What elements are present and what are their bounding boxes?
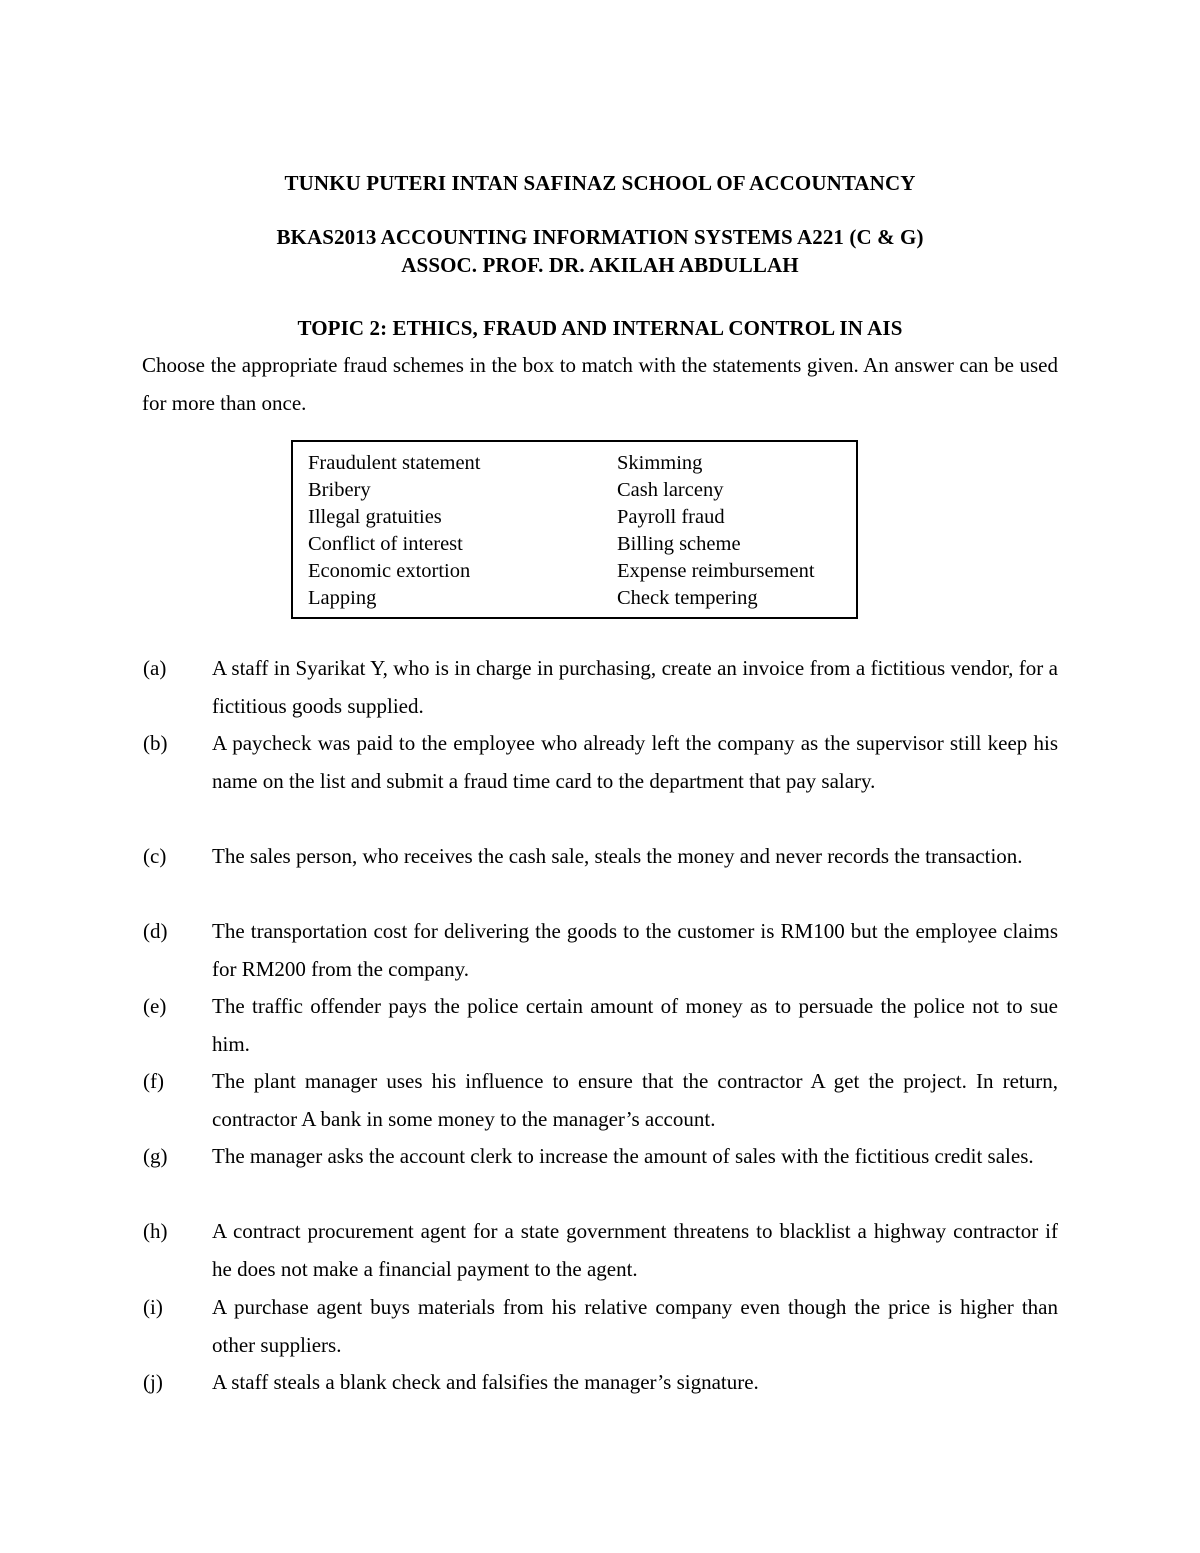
question-text: The plant manager uses his influence to ensure that the contractor A get the project. In return, contractor A bank in some money to the manager’s account. bbox=[212, 1069, 1058, 1131]
box-row bbox=[293, 477, 856, 504]
scheme-left: Economic extortion bbox=[308, 560, 471, 582]
question-text: The sales person, who receives the cash sale, steals the money and never records the transaction. bbox=[212, 844, 1023, 868]
scheme-right: Cash larceny bbox=[617, 479, 724, 501]
box-row bbox=[293, 531, 856, 558]
fraud-schemes-box bbox=[291, 440, 858, 619]
question-text: A staff steals a blank check and falsifies the manager’s signature. bbox=[212, 1370, 759, 1394]
scheme-right: Expense reimbursement bbox=[617, 560, 815, 582]
question-text: A paycheck was paid to the employee who already left the company as the supervisor still keep his name on the list and submit a fraud time card to the department that pay salary. bbox=[212, 731, 1058, 793]
question-label: (e) bbox=[143, 994, 167, 1018]
question-text: The manager asks the account clerk to increase the amount of sales with the fictitious credit sales. bbox=[212, 1144, 1034, 1168]
topic-title: TOPIC 2: ETHICS, FRAUD AND INTERNAL CONTROL IN AIS bbox=[297, 316, 903, 340]
question-text: The traffic offender pays the police certain amount of money as to persuade the police not to sue him. bbox=[212, 994, 1058, 1056]
course-title: BKAS2013 ACCOUNTING INFORMATION SYSTEMS A221 (C & G) bbox=[276, 225, 924, 249]
question-text: A staff in Syarikat Y, who is in charge in purchasing, create an invoice from a fictitious vendor, for a fictitious goods supplied. bbox=[212, 656, 1058, 718]
school-title: TUNKU PUTERI INTAN SAFINAZ SCHOOL OF ACCOUNTANCY bbox=[284, 171, 916, 195]
question-label: (a) bbox=[143, 656, 167, 680]
question-label: (f) bbox=[143, 1069, 164, 1093]
question-label: (i) bbox=[143, 1295, 163, 1319]
box-row bbox=[293, 585, 856, 612]
question-text: The transportation cost for delivering the goods to the customer is RM100 but the employee claims for RM200 from the company. bbox=[212, 919, 1058, 981]
scheme-right: Skimming bbox=[617, 452, 703, 474]
scheme-right: Check tempering bbox=[617, 587, 758, 609]
scheme-left: Lapping bbox=[308, 587, 377, 609]
question-label: (d) bbox=[143, 919, 168, 943]
box-row bbox=[293, 450, 856, 477]
question-label: (b) bbox=[143, 731, 168, 755]
box-row bbox=[293, 558, 856, 585]
scheme-left: Bribery bbox=[308, 479, 371, 501]
scheme-left: Fraudulent statement bbox=[308, 452, 481, 474]
instructions: Choose the appropriate fraud schemes in the box to match with the statements given. An answer can be used for more than once. bbox=[142, 353, 1058, 415]
lecturer-name: ASSOC. PROF. DR. AKILAH ABDULLAH bbox=[401, 253, 799, 277]
question-text: A contract procurement agent for a state government threatens to blacklist a highway contractor if he does not make a financial payment to the agent. bbox=[212, 1219, 1058, 1281]
scheme-left: Illegal gratuities bbox=[308, 506, 442, 528]
scheme-right: Payroll fraud bbox=[617, 506, 725, 528]
scheme-right: Billing scheme bbox=[617, 533, 741, 555]
question-label: (c) bbox=[143, 844, 167, 868]
question-label: (h) bbox=[143, 1219, 168, 1243]
question-text: A purchase agent buys materials from his relative company even though the price is higher than other suppliers. bbox=[212, 1295, 1058, 1357]
question-label: (g) bbox=[143, 1144, 168, 1168]
scheme-left: Conflict of interest bbox=[308, 533, 463, 555]
question-label: (j) bbox=[143, 1370, 163, 1394]
box-row bbox=[293, 504, 856, 531]
